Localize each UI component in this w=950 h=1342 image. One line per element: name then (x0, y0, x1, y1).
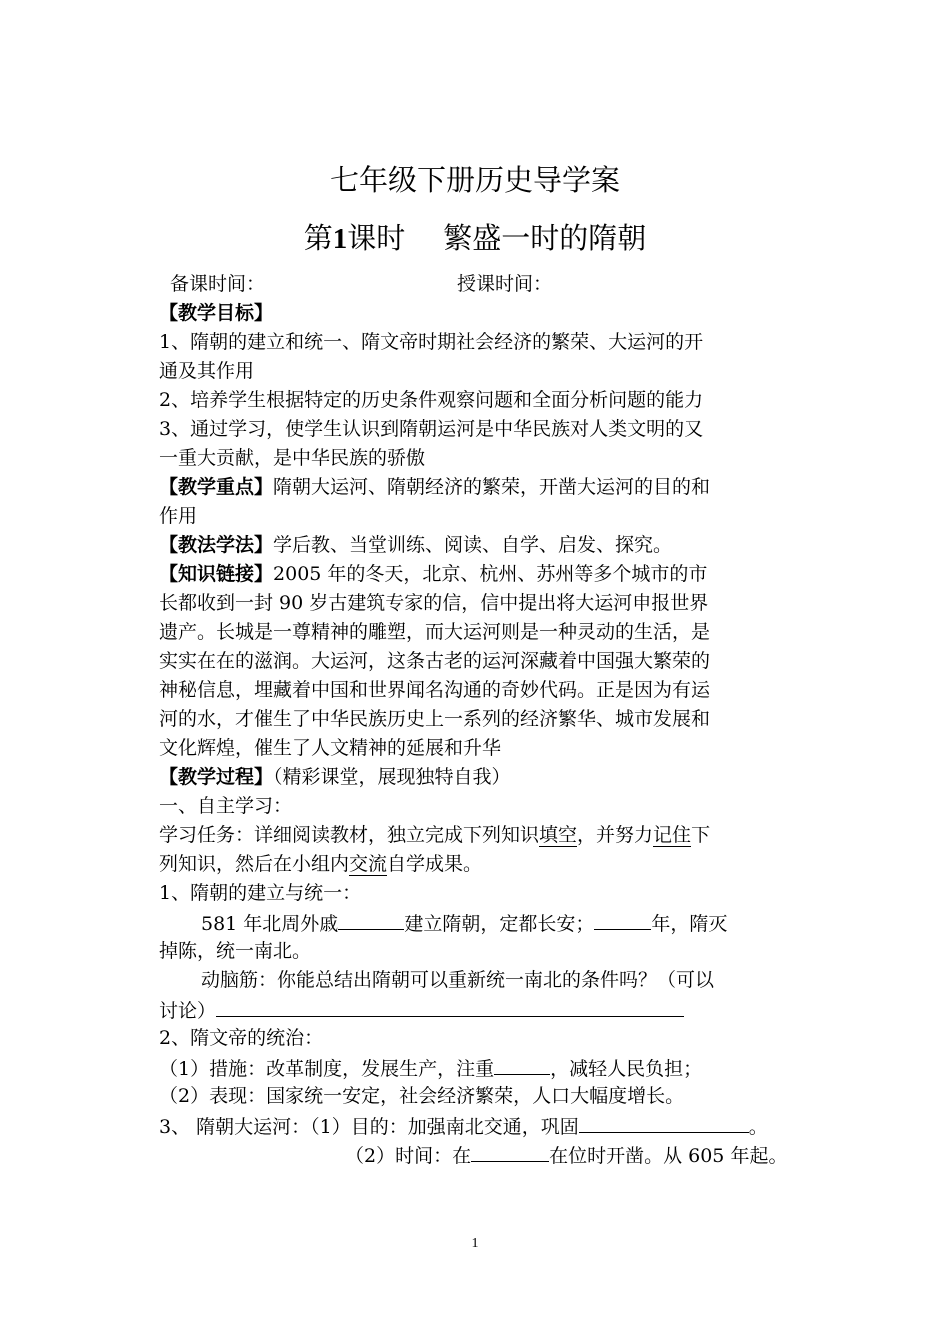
task-text-b: ，并努力 (577, 824, 654, 846)
goal-3-line2: 一重大贡献，是中华民族的骄傲 (159, 447, 426, 469)
q1-think-line2 (159, 996, 684, 1024)
q3-blank-consolidate[interactable] (579, 1112, 749, 1133)
teach-time-label: 授课时间： (457, 273, 553, 295)
lesson-name: 繁盛一时的隋朝 (443, 221, 647, 255)
task-underline-fill: 填空 (539, 824, 578, 846)
process-subtitle: （精彩课堂，展现独特自我） (273, 766, 511, 788)
q1-blank-discussion[interactable] (216, 996, 684, 1017)
q1-text-a: 581 年北周外戚 (201, 913, 339, 935)
lesson-prefix: 第 (303, 221, 333, 255)
q3-time-text-b: 在位时开凿。从 605 年起。 (549, 1145, 788, 1167)
task-line2 (159, 851, 482, 877)
task2-text-a: 列知识，然后在小组内 (159, 853, 350, 875)
focus-line1 (159, 474, 710, 500)
page-title: 七年级下册历史导学案 (329, 163, 620, 197)
goal-1-line1: 1、隋朝的建立和统一、隋文帝时期社会经济的繁荣、大运河的开 (159, 331, 704, 353)
q1-line2: 掉陈，统一南北。 (159, 940, 312, 962)
focus-text: 隋朝大运河、隋朝经济的繁荣，开凿大运河的目的和 (273, 476, 711, 498)
q1-think: 动脑筋：你能总结出隋朝可以重新统一南北的条件吗？（可以 (201, 969, 715, 991)
link-line7: 文化辉煌，催生了人文精神的延展和升华 (159, 737, 502, 759)
q1-blank-year[interactable] (594, 909, 651, 930)
q3-time-text-a: （2）时间：在 (345, 1145, 472, 1167)
lesson-suffix: 课时 (347, 221, 406, 255)
q1-think-text: 讨论） (159, 1000, 217, 1022)
q3-purpose (159, 1112, 768, 1140)
q1-line1 (201, 909, 727, 937)
q2-measures (159, 1054, 702, 1082)
q2-blank-focus[interactable] (494, 1054, 550, 1075)
page-number: 1 (471, 1236, 479, 1251)
link-line5: 神秘信息，埋藏着中国和世界闻名沟通的奇妙代码。正是因为有运 (159, 679, 711, 701)
q1-blank-founder[interactable] (338, 909, 404, 930)
goal-2: 2、培养学生根据特定的历史条件观察问题和全面分析问题的能力 (159, 389, 704, 411)
task-underline-remember: 记住 (653, 824, 692, 846)
q1-heading: 1、隋朝的建立与统一： (159, 882, 362, 904)
q3-purpose-end: 。 (748, 1116, 768, 1138)
q2-heading: 2、隋文帝的统治： (159, 1027, 324, 1049)
link-heading: 【知识链接】 (159, 563, 274, 585)
prep-time-label: 备课时间： (170, 273, 266, 295)
method-line (159, 532, 672, 558)
q2-performance: （2）表现：国家统一安定，社会经济繁荣，人口大幅度增长。 (159, 1085, 685, 1107)
lesson-title (0, 216, 950, 257)
task-text-c: 下 (691, 824, 711, 846)
goal-1-line2: 通及其作用 (159, 360, 255, 382)
q1-text-c: 年，隋灭 (651, 913, 728, 935)
process-heading: 【教学过程】 (159, 766, 274, 788)
q3-time (345, 1141, 787, 1169)
focus-line2: 作用 (159, 505, 198, 527)
goal-3-line1: 3、通过学习，使学生认识到隋朝运河是中华民族对人类文明的又 (159, 418, 704, 440)
lesson-number: 1 (332, 223, 348, 255)
link-text-1: 2005 年的冬天，北京、杭州、苏州等多个城市的市 (273, 563, 708, 585)
process-line (159, 764, 511, 790)
method-text: 学后教、当堂训练、阅读、自学、启发、探究。 (273, 534, 673, 556)
q3-purpose-text: 3、 隋朝大运河：（1）目的：加强南北交通，巩固 (159, 1116, 579, 1138)
link-line6: 河的水，才催生了中华民族历史上一系列的经济繁华、城市发展和 (159, 708, 711, 730)
q1-text-b: 建立隋朝，定都长安； (404, 913, 595, 935)
focus-heading: 【教学重点】 (159, 476, 274, 498)
link-line4: 实实在在的滋润。大运河，这条古老的运河深藏着中国强大繁荣的 (159, 650, 711, 672)
task2-underline-exchange: 交流 (349, 853, 388, 875)
q3-blank-emperor[interactable] (471, 1141, 549, 1162)
q2-measures-text-a: （1）措施：改革制度，发展生产，注重 (159, 1058, 495, 1080)
method-heading: 【教法学法】 (159, 534, 274, 556)
task2-text-b: 自学成果。 (387, 853, 483, 875)
link-line3: 遗产。长城是一尊精神的雕塑，而大运河则是一种灵动的生活，是 (159, 621, 711, 643)
link-line1 (159, 561, 707, 587)
q2-measures-text-b: ，减轻人民负担； (550, 1058, 703, 1080)
link-line2: 长都收到一封 90 岁古建筑专家的信，信中提出将大运河申报世界 (159, 592, 709, 614)
part1-heading: 一、自主学习： (159, 795, 293, 817)
task-line1 (159, 822, 710, 848)
task-text-a: 学习任务：详细阅读教材，独立完成下列知识 (159, 824, 540, 846)
goals-heading: 【教学目标】 (159, 302, 274, 324)
